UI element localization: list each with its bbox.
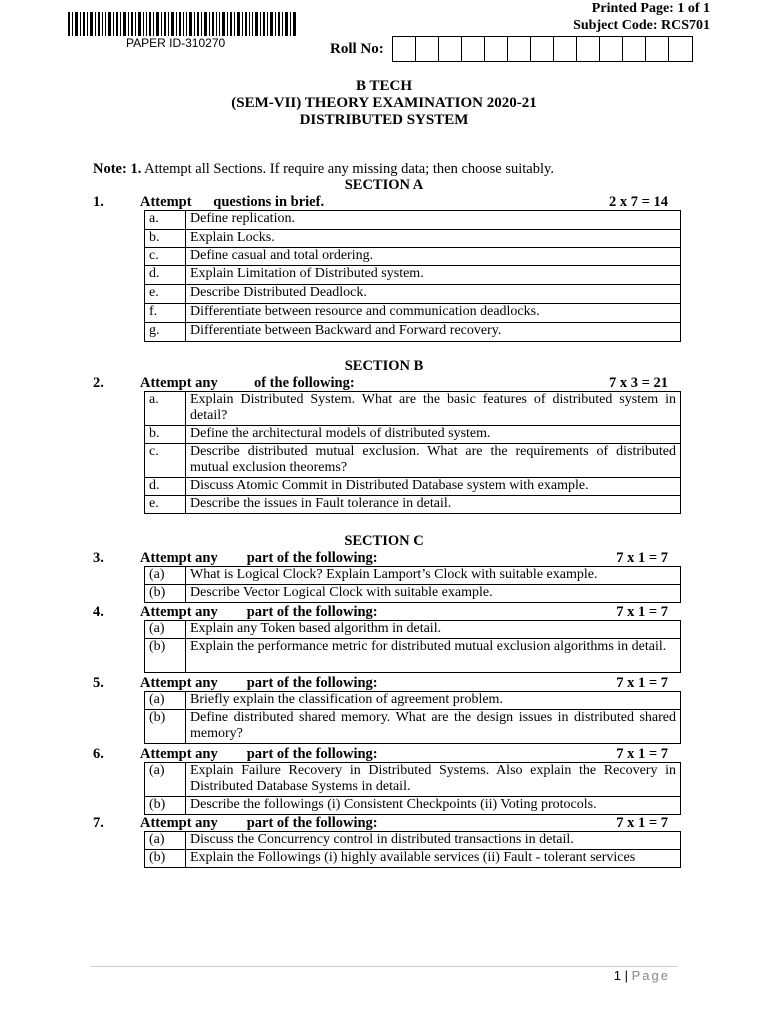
item-text: Explain Distributed System. What are the basic features of distributed system in detail?	[186, 392, 681, 426]
table-row	[145, 621, 681, 639]
table-row	[145, 392, 681, 426]
question-number: 4.	[93, 604, 104, 620]
item-text: Define casual and total ordering.	[186, 248, 681, 266]
item-key: a.	[145, 211, 186, 230]
item-key: (a)	[145, 621, 186, 639]
question-7-table	[144, 831, 681, 868]
item-key: d.	[145, 478, 186, 496]
roll-digit-box	[531, 37, 554, 61]
table-row	[145, 266, 681, 285]
question-1-table	[144, 210, 681, 342]
question-number: 3.	[93, 550, 104, 566]
item-key: d.	[145, 266, 186, 285]
barcode	[68, 12, 296, 36]
item-key: e.	[145, 285, 186, 304]
roll-number-row	[330, 36, 693, 62]
printed-page-info	[573, 0, 710, 34]
table-row	[145, 444, 681, 478]
item-text: Describe the issues in Fault tolerance in detail.	[186, 496, 681, 514]
table-row	[145, 211, 681, 230]
table-row	[145, 832, 681, 850]
roll-digit-box	[669, 37, 692, 61]
item-key: (b)	[145, 585, 186, 603]
table-row	[145, 567, 681, 585]
course-title: B TECH	[356, 78, 412, 94]
question-marks: 7 x 1 = 7	[616, 675, 668, 691]
page-footer	[614, 968, 670, 983]
roll-label: Roll No:	[330, 40, 384, 57]
page-word: Page	[631, 968, 670, 983]
note-text: Attempt all Sections. If require any missing data; then choose suitably.	[141, 161, 554, 177]
item-text: Discuss Atomic Commit in Distributed Database system with example.	[186, 478, 681, 496]
question-prompt: Attempt any part of the following:	[140, 675, 378, 691]
question-3-table	[144, 566, 681, 603]
note-label: Note: 1.	[93, 161, 142, 177]
question-prompt: Attempt questions in brief.	[140, 194, 325, 210]
question-number: 1.	[93, 194, 104, 210]
item-key: (b)	[145, 639, 186, 673]
question-2-table	[144, 391, 681, 514]
table-row	[145, 248, 681, 266]
roll-digit-box	[600, 37, 623, 61]
item-text: What is Logical Clock? Explain Lamport’s Clock with suitable example.	[186, 567, 681, 585]
item-key: (b)	[145, 797, 186, 815]
question-4-table	[144, 620, 681, 673]
item-key: a.	[145, 392, 186, 426]
roll-digit-box	[646, 37, 669, 61]
page-number: 1	[613, 968, 622, 983]
section-c-heading: SECTION C	[344, 533, 424, 549]
item-key: (a)	[145, 832, 186, 850]
table-row	[145, 230, 681, 248]
item-text: Describe Distributed Deadlock.	[186, 285, 681, 304]
item-text: Explain Limitation of Distributed system.	[186, 266, 681, 285]
item-key: c.	[145, 248, 186, 266]
question-5-table	[144, 691, 681, 744]
table-row	[145, 285, 681, 304]
subject-title: DISTRIBUTED SYSTEM	[299, 112, 469, 128]
paper-id: PAPER ID-310270	[126, 36, 226, 50]
table-row	[145, 496, 681, 514]
item-text: Define distributed shared memory. What are the design issues in distributed shared memory?	[186, 710, 681, 744]
footer-divider	[90, 966, 678, 967]
question-prompt: Attempt any part of the following:	[140, 815, 378, 831]
question-prompt: Attempt any part of the following:	[140, 604, 378, 620]
question-marks: 7 x 1 = 7	[616, 604, 668, 620]
table-row	[145, 323, 681, 342]
question-marks: 7 x 1 = 7	[616, 746, 668, 762]
question-6-table	[144, 762, 681, 815]
item-key: (a)	[145, 692, 186, 710]
table-row	[145, 639, 681, 673]
roll-digit-box	[462, 37, 485, 61]
roll-digit-box	[508, 37, 531, 61]
item-text: Explain any Token based algorithm in detail.	[186, 621, 681, 639]
item-key: (a)	[145, 567, 186, 585]
item-key: (a)	[145, 763, 186, 797]
roll-digit-box	[554, 37, 577, 61]
item-text: Discuss the Concurrency control in distributed transactions in detail.	[186, 832, 681, 850]
table-row	[145, 426, 681, 444]
item-text: Briefly explain the classification of agreement problem.	[186, 692, 681, 710]
question-prompt: Attempt any part of the following:	[140, 746, 378, 762]
item-text: Explain the performance metric for distributed mutual exclusion algorithms in detail.	[186, 639, 681, 673]
question-marks: 2 x 7 = 14	[608, 194, 668, 210]
item-text: Describe distributed mutual exclusion. What are the requirements of distributed mutual exclusion theorems?	[186, 444, 681, 478]
item-text: Describe Vector Logical Clock with suitable example.	[186, 585, 681, 603]
roll-digit-box	[439, 37, 462, 61]
item-key: f.	[145, 304, 186, 323]
question-prompt: Attempt any of the following:	[140, 375, 355, 391]
item-text: Define the architectural models of distributed system.	[186, 426, 681, 444]
section-b-heading: SECTION B	[344, 358, 424, 374]
item-key: e.	[145, 496, 186, 514]
item-key: b.	[145, 230, 186, 248]
table-row	[145, 763, 681, 797]
item-key: (b)	[145, 710, 186, 744]
question-number: 5.	[93, 675, 104, 691]
item-text: Differentiate between resource and communication deadlocks.	[186, 304, 681, 323]
question-number: 7.	[93, 815, 104, 831]
table-row	[145, 710, 681, 744]
item-text: Explain Locks.	[186, 230, 681, 248]
item-text: Explain Failure Recovery in Distributed Systems. Also explain the Recovery in Distributed Database Systems in detail.	[186, 763, 681, 797]
roll-digit-box	[623, 37, 646, 61]
item-key: g.	[145, 323, 186, 342]
item-text: Define replication.	[186, 211, 681, 230]
table-row	[145, 692, 681, 710]
question-number: 2.	[93, 375, 104, 391]
exam-title: (SEM-VII) THEORY EXAMINATION 2020-21	[231, 95, 537, 111]
table-row	[145, 850, 681, 868]
page-separator: |	[621, 968, 632, 983]
item-key: (b)	[145, 850, 186, 868]
roll-digit-box	[577, 37, 600, 61]
roll-number-boxes	[392, 36, 693, 62]
item-text: Explain the Followings (i) highly available services (ii) Fault - tolerant services	[186, 850, 681, 868]
table-row	[145, 478, 681, 496]
table-row	[145, 585, 681, 603]
table-row	[145, 304, 681, 323]
printed-page: Printed Page: 1 of 1	[591, 1, 710, 16]
roll-digit-box	[416, 37, 439, 61]
item-text: Describe the followings (i) Consistent Checkpoints (ii) Voting protocols.	[186, 797, 681, 815]
note	[93, 161, 554, 178]
item-text: Differentiate between Backward and Forward recovery.	[186, 323, 681, 342]
question-prompt: Attempt any part of the following:	[140, 550, 378, 566]
table-row	[145, 797, 681, 815]
item-key: c.	[145, 444, 186, 478]
question-marks: 7 x 1 = 7	[616, 815, 668, 831]
roll-digit-box	[485, 37, 508, 61]
subject-code: Subject Code: RCS701	[573, 18, 710, 33]
roll-digit-box	[393, 37, 416, 61]
item-key: b.	[145, 426, 186, 444]
question-marks: 7 x 1 = 7	[616, 550, 668, 566]
question-number: 6.	[93, 746, 104, 762]
question-marks: 7 x 3 = 21	[608, 375, 668, 391]
section-a-heading: SECTION A	[344, 177, 424, 193]
